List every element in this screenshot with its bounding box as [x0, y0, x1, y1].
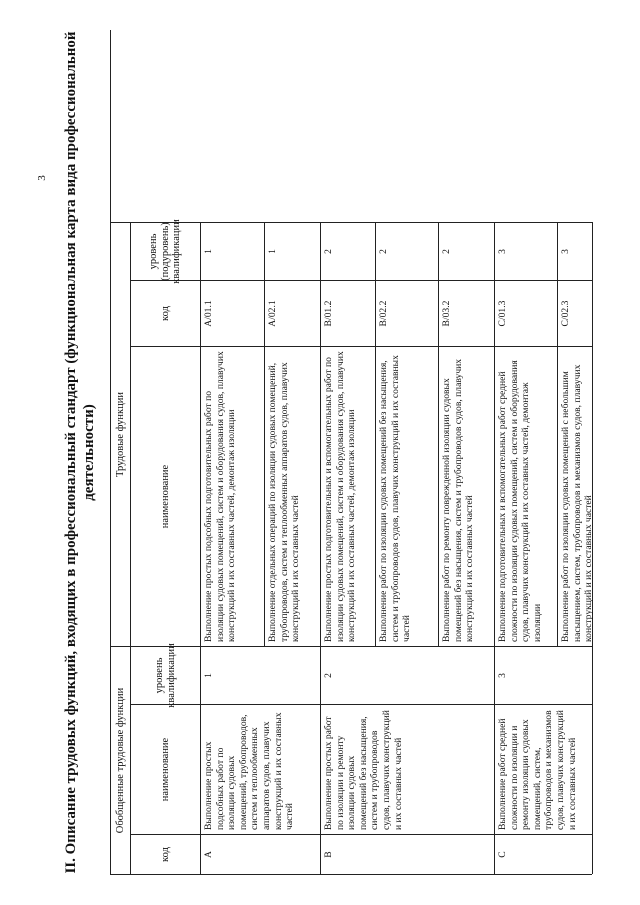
function-a01-level: 1	[201, 222, 265, 280]
function-c02-name: Выполнение работ по изоляции судовых помещений с небольшим насыщением, систем, трубопроводов и механизмов судов, плавучих конструкций и их составных частей	[558, 346, 593, 646]
function-b03-name: Выполнение работ по ремонту поврежденной изоляции судовых помещений без насыщения, систем и трубопроводов судов, плавучих конструкций и их составных частей	[439, 346, 495, 646]
function-a02-name: Выполнение отдельных операций по изоляции судовых помещений, трубопроводов, систем и теплообменных аппаратов судов, плавучих конструкций и их составных частей	[265, 346, 321, 646]
row-a-level: 1	[201, 646, 321, 704]
function-b02-name: Выполнение работ по изоляции судовых помещений без насыщения, систем и трубопроводов судов, плавучих конструкций и их составных частей	[376, 346, 439, 646]
row-c-level: 3	[495, 646, 593, 704]
function-b03-code: B/03.2	[439, 280, 495, 346]
header-function-code: код	[131, 280, 201, 346]
row-b-name: Выполнение простых работ по изоляции и ремонту изоляции судовых помещений без насыщения, систем и трубопроводов судов, плавучих конструкций и их составных частей	[321, 704, 495, 834]
function-a02-code: A/02.1	[265, 280, 321, 346]
function-c01-level: 3	[495, 222, 558, 280]
section-heading: II. Описание трудовых функций, входящих в профессиональный стандарт (функциональная карта вида профессиональной деятельности)	[63, 31, 97, 874]
header-level: уровень квалификации	[131, 646, 201, 704]
page-number: 3	[36, 175, 48, 181]
function-a01-code: A/01.1	[201, 280, 265, 346]
function-a02-level: 1	[265, 222, 321, 280]
header-code: код	[131, 834, 201, 874]
function-b03-level: 2	[439, 222, 495, 280]
rotated-page-content	[62, 30, 595, 875]
header-labor-functions: Трудовые функции	[111, 222, 131, 646]
header-generalized-functions: Обобщенные трудовые функции	[111, 646, 131, 874]
function-b01-name: Выполнение простых подготовительных и вспомогательных работ по изоляции судовых помещений, систем и оборудования судов, плавучих конструкций и их составных частей, демонтаж изоляции	[321, 346, 376, 646]
function-c01-name: Выполнение подготовительных и вспомогательных работ средней сложности по изоляции судовых помещений, систем и оборудования судов, плавучих конструкций и их составных частей, демонтаж изоляции	[495, 346, 558, 646]
functional-map-table	[110, 30, 595, 875]
row-b-code: B	[321, 834, 495, 874]
header-function-level: уровень (подуровень) квалификации	[131, 222, 201, 280]
function-b02-code: B/02.2	[376, 280, 439, 346]
function-c01-code: C/01.3	[495, 280, 558, 346]
function-b01-level: 2	[321, 222, 376, 280]
row-c-code: C	[495, 834, 593, 874]
header-name: наименование	[131, 704, 201, 834]
row-b-level: 2	[321, 646, 495, 704]
function-b01-code: B/01.2	[321, 280, 376, 346]
row-a-code: A	[201, 834, 321, 874]
function-a01-name: Выполнение простых подсобных подготовительных работ по изоляции судовых помещений, систем и оборудования судов, плавучих конструкций и их составных частей, демонтаж изоляции	[201, 346, 265, 646]
header-function-name: наименование	[131, 346, 201, 646]
row-c-name: Выполнение работ средней сложности по изоляции и ремонту изоляции судовых помещений, систем, трубопроводов и механизмов судов, плавучих конструкций и их составных частей	[495, 704, 593, 834]
function-b02-level: 2	[376, 222, 439, 280]
function-c02-level: 3	[558, 222, 593, 280]
row-a-name: Выполнение простых подсобных работ по изоляции судовых помещений, трубопроводов, систем и теплообменных аппаратов судов, плавучих конструкций и их составных частей	[201, 704, 321, 834]
function-c02-code: C/02.3	[558, 280, 593, 346]
